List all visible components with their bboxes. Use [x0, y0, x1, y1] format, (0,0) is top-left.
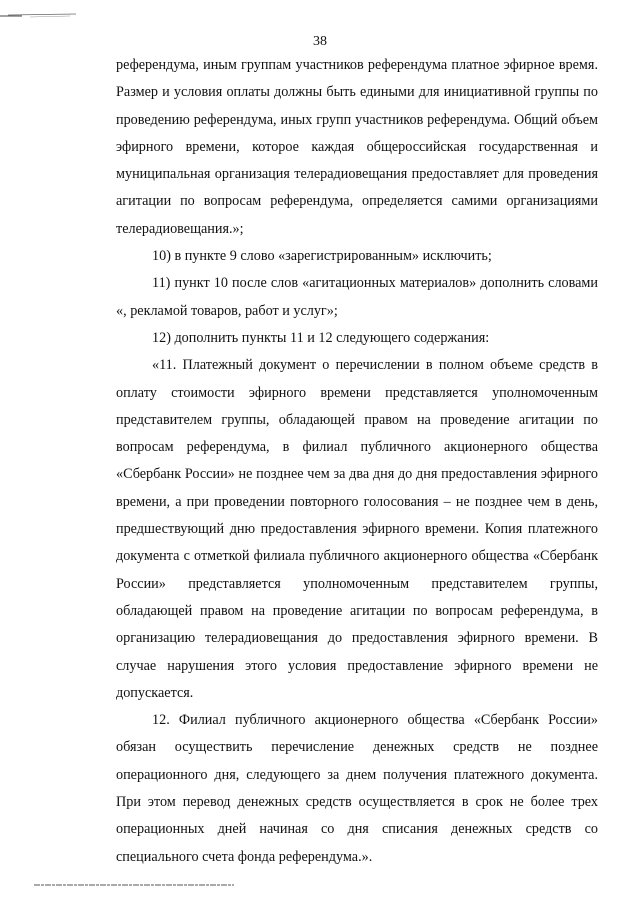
paragraph-item-11: 11) пункт 10 после слов «агитационных материалов» дополнить словами «, рекламой товаров, работ и услуг»;	[116, 275, 598, 319]
paragraph-point-12: 12. Филиал публичного акционерного общества «Сбербанк России» обязан осуществить перечисление денежных средств не позднее операционного дня, следующего за днем получения платежного документа. При этом перевод денежных средств осуществляется в срок не более трех операционных дней начиная со дня списания денежных средств со специального счета фонда референдума.».	[116, 712, 598, 865]
paragraph-item-12: 12) дополнить пункты 11 и 12 следующего содержания:	[152, 329, 490, 346]
paragraph-item-10: 10) в пункте 9 слово «зарегистрированным» исключить;	[152, 248, 492, 265]
paragraph-continuation: референдума, иным группам участников референдума платное эфирное время. Размер и условия оплаты должны быть едиными для инициативной группы по проведению референдума, иных групп участников референдума. Общий объем эфирного времени, которое каждая общероссийская государственная и муниципальная организация телерадиовещания предоставляет для проведения агитации по вопросам референдума, определяется самими организациями телерадиовещания.»;	[116, 57, 598, 237]
scan-mark-bottom	[34, 883, 234, 887]
page-number: 38	[313, 34, 327, 49]
paragraph-point-11: «11. Платежный документ о перечислении в полном объеме средств в оплату стоимости эфирного времени представляется уполномоченным представителем группы, обладающей правом на проведение агитации по вопросам референдума, в филиал публичного акционерного общества «Сбербанк России» не позднее чем за два дня до дня предоставления эфирного времени, а при проведении повторного голосования – не позднее чем в день, предшествующий дню предоставления эфирного времени. Копия платежного документа с отметкой филиала публичного акционерного общества «Сбербанк России» представляется уполномоченным представителем группы, обладающей правом на проведение агитации по вопросам референдума, в организацию телерадиовещания до предоставления эфирного времени. В случае нарушения этого условия предоставление эфирного времени не допускается.	[116, 357, 598, 701]
scan-mark-top	[0, 10, 78, 19]
document-body	[116, 52, 598, 871]
